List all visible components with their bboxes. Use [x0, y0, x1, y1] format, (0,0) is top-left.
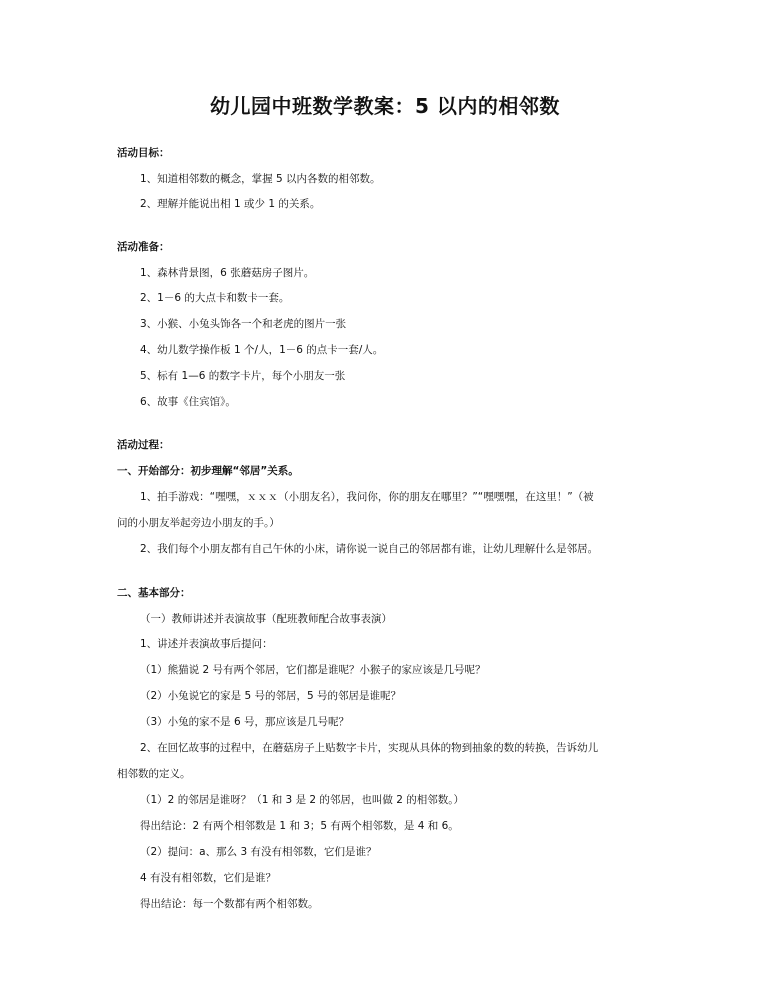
paragraph-line: （3）小兔的家不是 6 号，那应该是几号呢？ — [140, 716, 350, 728]
paragraph-line: 得出结论：每一个数都有两个相邻数。 — [140, 898, 319, 910]
section-heading: 一、开始部分：初步理解“邻居”关系。 — [117, 465, 299, 477]
paragraph-line: 1、森林背景图，6 张蘑菇房子图片。 — [140, 267, 315, 279]
paragraph-line: 相邻数的定义。 — [117, 768, 191, 780]
paragraph-line: （一）教师讲述并表演故事（配班教师配合故事表演） — [140, 613, 392, 625]
paragraph-line: 1、拍手游戏：“嘿嘿，ｘｘｘ（小朋友名），我问你，你的朋友在哪里？”“嘿嘿嘿，在这里！”（被 — [140, 491, 594, 503]
paragraph-line: 1、知道相邻数的概念，掌握 5 以内各数的相邻数。 — [140, 173, 381, 185]
paragraph-line: （1）2 的邻居是谁呀？（1 和 3 是 2 的邻居，也叫做 2 的相邻数。） — [140, 794, 465, 806]
paragraph-line: （2）提问：a、那么 3 有没有相邻数，它们是谁？ — [140, 846, 377, 858]
section-heading: 活动准备： — [117, 241, 170, 253]
paragraph-line: 2、我们每个小朋友都有自己午休的小床，请你说一说自己的邻居都有谁，让幼儿理解什么是邻居。 — [140, 543, 599, 555]
paragraph-line: 2、1－6 的大点卡和数卡一套。 — [140, 292, 290, 304]
paragraph-line: 2、在回忆故事的过程中，在蘑菇房子上贴数字卡片，实现从具体的物到抽象的数的转换，告诉幼儿 — [140, 742, 599, 754]
paragraph-line: 得出结论：2 有两个相邻数是 1 和 3；5 有两个相邻数，是 4 和 6。 — [140, 820, 459, 832]
paragraph-line: （2）小兔说它的家是 5 号的邻居，5 号的邻居是谁呢？ — [140, 690, 402, 702]
paragraph-line: 4、幼儿数学操作板 1 个/人，1－6 的点卡一套/人。 — [140, 344, 384, 356]
paragraph-line: 2、理解并能说出相 1 或少 1 的关系。 — [140, 198, 321, 210]
document-title: 幼儿园中班数学教案：5 以内的相邻数 — [210, 94, 560, 118]
section-heading: 活动过程： — [117, 439, 170, 451]
paragraph-line: 3、小猴、小兔头饰各一个和老虎的图片一张 — [140, 318, 347, 330]
paragraph-line: 5、标有 1—6 的数字卡片，每个小朋友一张 — [140, 370, 346, 382]
section-heading: 二、基本部分： — [117, 587, 191, 599]
paragraph-line: 4 有没有相邻数，它们是谁？ — [140, 872, 277, 884]
paragraph-line: 1、讲述并表演故事后提问： — [140, 638, 273, 650]
paragraph-line: 问的小朋友举起旁边小朋友的手。） — [117, 517, 280, 529]
paragraph-line: （1）熊猫说 2 号有两个邻居，它们都是谁呢？小猴子的家应该是几号呢？ — [140, 664, 486, 676]
section-heading: 活动目标： — [117, 147, 170, 159]
paragraph-line: 6、故事《住宾馆》。 — [140, 396, 236, 408]
